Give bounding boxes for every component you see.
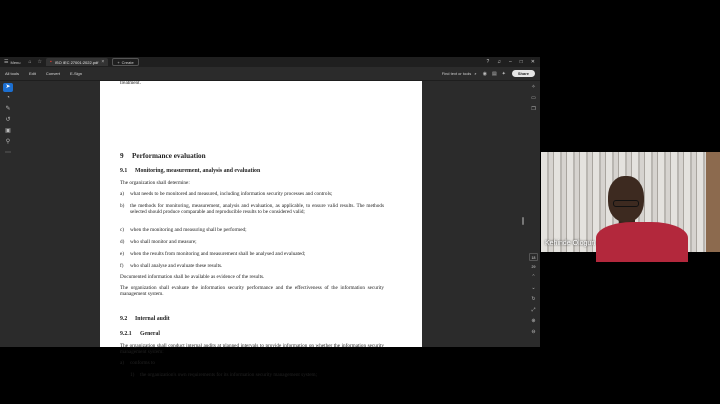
list-text: who shall monitor and measure;	[130, 239, 197, 245]
list-text: when the results from monitoring and measurement shall be analysed and evaluated;	[130, 251, 306, 257]
list-item	[120, 251, 384, 257]
section-9-2-1-title-text: General	[140, 331, 160, 337]
highlight-pen-icon[interactable]: ✎	[5, 106, 11, 112]
plus-icon: +	[117, 59, 120, 65]
list-item	[120, 191, 384, 197]
section-9-1-number: 9.1	[120, 168, 128, 174]
participant-head	[608, 176, 644, 222]
tool-e-sign[interactable]: E-Sign	[69, 71, 82, 76]
section-9-title-text: Performance evaluation	[132, 152, 206, 160]
text-box-icon[interactable]: ▣	[5, 128, 11, 134]
find-text-button[interactable]	[442, 71, 477, 76]
list-item	[120, 203, 384, 215]
section-9-1-title	[120, 168, 384, 175]
ai-chat-icon[interactable]: ✧	[531, 84, 536, 90]
zoom-out-icon[interactable]: ⊖	[531, 329, 536, 335]
list-item	[120, 263, 384, 269]
section-9-2-1-title	[120, 331, 384, 338]
list-text: the organization's own requirements for its information security management system;	[140, 372, 318, 378]
section-9-title	[120, 152, 384, 160]
list-text: the methods for monitoring, measurement, analysis and evaluation, as applicable, to ensure valid results. The methods selected should produce comparable and reproducible results to be considered valid;	[130, 203, 384, 216]
hamburger-icon: ☰	[4, 59, 9, 65]
list-item	[120, 227, 384, 233]
zoom-in-icon[interactable]: ⊕	[531, 318, 536, 324]
page-up-icon[interactable]: ⌃	[531, 274, 536, 280]
list-item	[120, 360, 384, 366]
comment-icon[interactable]: ◔	[6, 95, 10, 101]
document-tab[interactable]	[46, 58, 108, 66]
list-marker: c)	[120, 227, 125, 233]
tool-edit[interactable]: Edit	[29, 71, 36, 76]
right-tool-rail	[527, 81, 540, 347]
create-button[interactable]	[112, 58, 138, 66]
home-icon[interactable]: ⌂	[28, 59, 32, 65]
list-marker: b)	[120, 203, 125, 209]
section-9-2-number: 9.2	[120, 316, 128, 322]
section-9-2-1-number: 9.2.1	[120, 331, 132, 337]
pdf-file-icon: ▪	[50, 59, 52, 65]
list-text: what needs to be monitored and measured, including information security processes and controls;	[130, 191, 333, 197]
participant-shirt	[596, 222, 688, 262]
search-icon: ⌕	[474, 71, 477, 76]
help-icon[interactable]: ?	[486, 59, 490, 65]
page-down-icon[interactable]: ⌄	[531, 285, 536, 291]
participant-video[interactable]	[541, 152, 720, 252]
section-9-1-intro: The organization shall determine:	[120, 180, 190, 186]
account-icon[interactable]: ◉	[482, 70, 487, 77]
section-9-1-title-text: Monitoring, measurement, analysis and evaluation	[135, 168, 261, 174]
app-titlebar	[0, 57, 540, 67]
current-page-number[interactable]: 18	[529, 253, 538, 261]
section-9-2-title	[120, 316, 384, 323]
list-item	[130, 372, 384, 378]
menu-label: Menu	[10, 59, 21, 65]
ai-assistant-icon[interactable]: ✦	[501, 70, 506, 77]
notifications-icon[interactable]: ♫	[497, 59, 501, 65]
more-tools-icon[interactable]: ⋯	[5, 150, 11, 156]
refresh-icon[interactable]: ↻	[531, 296, 536, 302]
list-marker: 1)	[130, 372, 135, 378]
print-icon[interactable]: ▤	[491, 70, 497, 77]
list-text: conforms to	[130, 360, 155, 366]
minimize-icon[interactable]: –	[508, 59, 512, 65]
total-page-number: 29	[531, 265, 536, 269]
list-marker: f)	[120, 263, 124, 269]
maximize-icon[interactable]: □	[519, 59, 523, 65]
star-icon[interactable]: ☆	[37, 59, 43, 65]
scrollbar-thumb[interactable]	[522, 217, 524, 225]
menu-button[interactable]	[0, 57, 25, 67]
section-9-2-1-intro: The organization shall conduct internal audits at planned intervals to provide information on whether the information security management system:	[120, 343, 384, 356]
list-text: who shall analyse and evaluate these results.	[130, 263, 223, 269]
share-button[interactable]: Share	[512, 70, 535, 77]
comment-panel-icon[interactable]: ▭	[531, 95, 536, 101]
evidence-paragraph: Documented information shall be available as evidence of the results.	[120, 274, 265, 280]
shared-screen	[0, 57, 540, 378]
list-marker: e)	[120, 251, 125, 257]
stamp-icon[interactable]: ⚲	[5, 139, 11, 145]
list-item	[120, 239, 384, 245]
window-controls	[486, 59, 540, 65]
list-marker: a)	[120, 360, 125, 366]
participant-name: Kehinde Ologun	[545, 240, 596, 247]
copy-icon[interactable]: ❐	[531, 106, 536, 112]
top-fragment: treatment.	[120, 80, 141, 86]
section-9-number: 9	[120, 152, 124, 160]
close-tab-icon[interactable]: ×	[101, 59, 105, 65]
list-marker: d)	[120, 239, 125, 245]
document-tab-label: ISO IEC 27001:2022.pdf	[54, 59, 99, 65]
tool-all-tools[interactable]: All tools	[5, 71, 20, 76]
participant-glasses	[613, 200, 639, 207]
toolbar-icons	[483, 71, 506, 77]
app-toolbar	[0, 67, 540, 81]
section-9-2-title-text: Internal audit	[135, 316, 170, 322]
evaluate-paragraph: The organization shall evaluate the information security performance and the effectiveness of the information security management system.	[120, 285, 384, 298]
list-text: when the monitoring and measuring shall be performed;	[130, 227, 247, 233]
fit-page-icon[interactable]: ⤢	[531, 307, 536, 313]
draw-icon[interactable]: ↺	[5, 117, 11, 123]
list-marker: a)	[120, 191, 125, 197]
select-cursor-icon[interactable]: ➤	[3, 83, 13, 92]
create-label: Create	[121, 59, 134, 65]
wall-background	[706, 152, 720, 252]
pdf-page	[100, 80, 422, 378]
close-window-icon[interactable]: ✕	[530, 59, 535, 65]
left-tool-rail	[0, 81, 16, 347]
find-text-label: Find text or tools	[441, 71, 472, 76]
tool-convert[interactable]: Convert	[45, 71, 60, 76]
